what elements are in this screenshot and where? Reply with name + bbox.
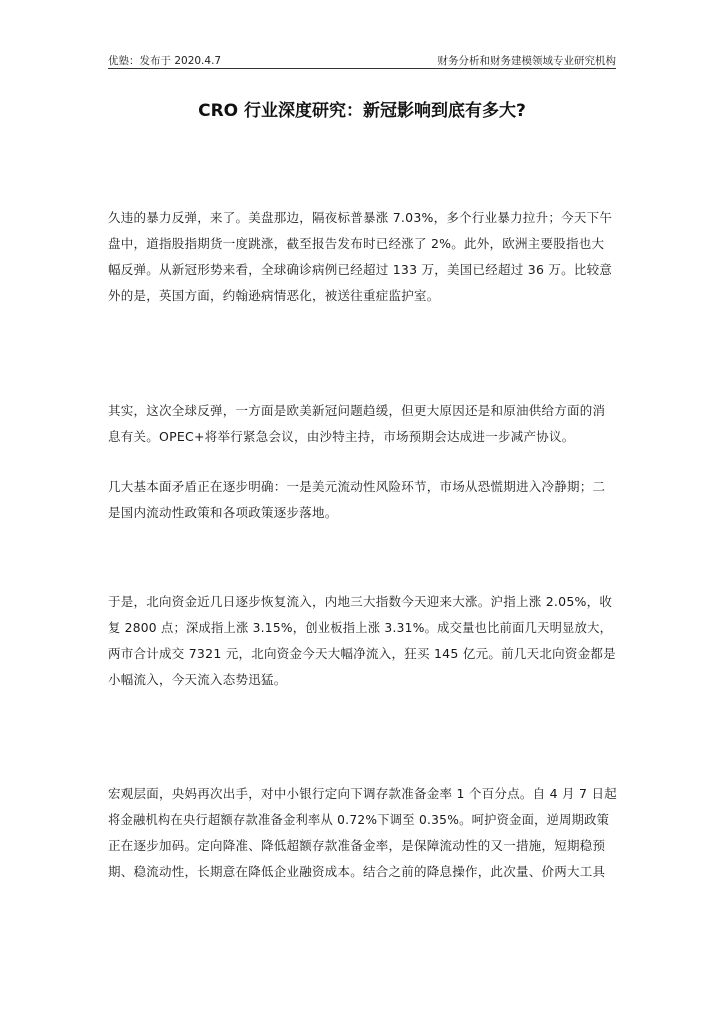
text-line: 将金融机构在央行超额存款准备金利率从 0.72%下调至 0.35%。呵护资金面，逆周期政策 <box>108 813 610 827</box>
text-line: 小幅流入，今天流入态势迅猛。 <box>108 672 287 687</box>
document-title: CRO 行业深度研究：新冠影响到底有多大? <box>198 101 526 121</box>
paragraph <box>108 781 618 885</box>
text-line: 盘中，道指股指期货一度跳涨，截至报告发布时已经涨了 2%。此外，欧洲主要股指也大 <box>108 236 605 251</box>
text-line: 于是，北向资金近几日逐步恢复流入，内地三大指数今天迎来大涨。沪指上涨 2.05%，收 <box>108 594 613 609</box>
text-line: 息有关。OPEC+将举行紧急会议，由沙特主持，市场预期会达成进一步减产协议。 <box>108 429 575 444</box>
text-line: 久违的暴力反弹，来了。美盘那边，隔夜标普暴涨 7.03%，多个行业暴力拉升；今天下午 <box>108 210 613 225</box>
text-line: 几大基本面矛盾正在逐步明确：一是美元流动性风险环节，市场从恐慌期进入冷静期；二 <box>108 479 606 494</box>
text-line: 幅反弹。从新冠形势来看，全球确诊病例已经超过 133 万，美国已经超过 36 万。比较意 <box>108 262 613 277</box>
paragraph <box>108 205 618 309</box>
text-line: 复 2800 点；深成指上涨 3.15%，创业板指上涨 3.31%。成交量也比前面几天明显放大， <box>108 621 613 635</box>
paragraph <box>108 398 618 450</box>
text-line: 期、稳流动性，长期意在降低企业融资成本。结合之前的降息操作，此次量、价两大工具 <box>108 864 606 879</box>
header-publish-info: 优塾：发布于 2020.4.7 <box>108 55 222 67</box>
text-line: 两市合计成交 7321 元，北向资金今天大幅净流入，狂买 145 亿元。前几天北向资金都是 <box>108 646 616 661</box>
header-organization: 财务分析和财务建模领域专业研究机构 <box>437 55 616 67</box>
paragraph <box>108 474 618 526</box>
text-line: 宏观层面，央妈再次出手，对中小银行定向下调存款准备金率 1 个百分点。自 4 月 7 日起 <box>108 786 617 801</box>
text-line: 外的是，英国方面，约翰逊病情恶化，被送往重症监护室。 <box>108 288 440 303</box>
page-header <box>108 52 616 69</box>
paragraph <box>108 589 618 693</box>
text-line: 是国内流动性政策和各项政策逐步落地。 <box>108 505 338 520</box>
text-line: 其实，这次全球反弹，一方面是欧美新冠问题趋缓，但更大原因还是和原油供给方面的消 <box>108 403 606 418</box>
text-line: 正在逐步加码。定向降准、降低超额存款准备金率，是保障流动性的又一措施，短期稳预 <box>108 838 606 853</box>
